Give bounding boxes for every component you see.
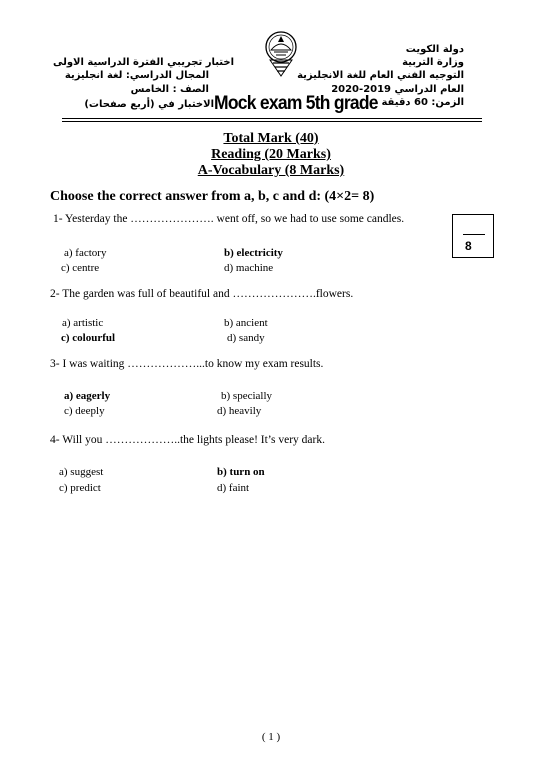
mark-value: 8 [465,239,472,253]
header-country: دولة الكويت [405,44,464,55]
q4-option-d[interactable]: d) faint [217,482,250,494]
question-1: 1- Yesterday the …………………. went off, so we had to use some candles. [53,213,405,225]
q4-option-a[interactable]: a) suggest [59,466,104,478]
q1-option-c[interactable]: c) centre [61,262,100,274]
q3-option-c[interactable]: c) deeply [64,405,105,417]
q4-option-b[interactable]: b) turn on [217,466,265,478]
header-divider-top [62,118,482,119]
instruction: Choose the correct answer from a, b, c and d: (4×2= 8) [50,189,375,204]
mock-exam-title: Mock exam 5th grade [214,93,378,114]
question-3: 3- I was waiting ………………...to know my exam results. [50,358,324,370]
header-grade: الصف : الخامس [130,84,209,95]
mark-line [463,234,485,235]
q2-option-b[interactable]: b) ancient [224,317,268,329]
q1-option-d[interactable]: d) machine [224,262,274,274]
header-duration: الزمن: 60 دقيقة [381,97,464,108]
header-subject: المجال الدراسي: لغة انجليزية [64,70,209,81]
question-2: 2- The garden was full of beautiful and ………………….flowers. [50,288,354,300]
header-academic-year: العام الدراسي 2019-2020 [331,84,464,95]
q3-option-b[interactable]: b) specially [221,390,273,402]
reading-title: Reading (20 Marks) [211,147,331,162]
q4-option-c[interactable]: c) predict [59,482,101,494]
header-pages: الاختبار في (أربع صفحات) [84,99,214,110]
q2-option-d[interactable]: d) sandy [227,332,265,344]
header-department: التوجيه الفني العام للغة الانجليزية [297,70,464,81]
q1-option-a[interactable]: a) factory [64,247,107,259]
vocabulary-title: A-Vocabulary (8 Marks) [197,163,345,178]
mark-box [452,214,494,258]
total-mark-title: Total Mark (40) [223,131,319,146]
question-4: 4- Will you ………………..the lights please! It’s very dark. [50,434,325,446]
header-ministry: وزارة التربية [402,57,464,68]
q1-option-b[interactable]: b) electricity [224,247,283,259]
header-divider-bottom [62,121,482,122]
q3-option-a[interactable]: a) eagerly [64,390,111,402]
header-exam-type: اختبار تجريبي الفترة الدراسية الاولى [52,57,234,68]
page-number: ( 1 ) [261,731,281,743]
q2-option-c[interactable]: c) colourful [61,332,116,344]
q3-option-d[interactable]: d) heavily [217,405,262,417]
q2-option-a[interactable]: a) artistic [62,317,104,329]
kuwait-emblem-icon [262,30,300,83]
